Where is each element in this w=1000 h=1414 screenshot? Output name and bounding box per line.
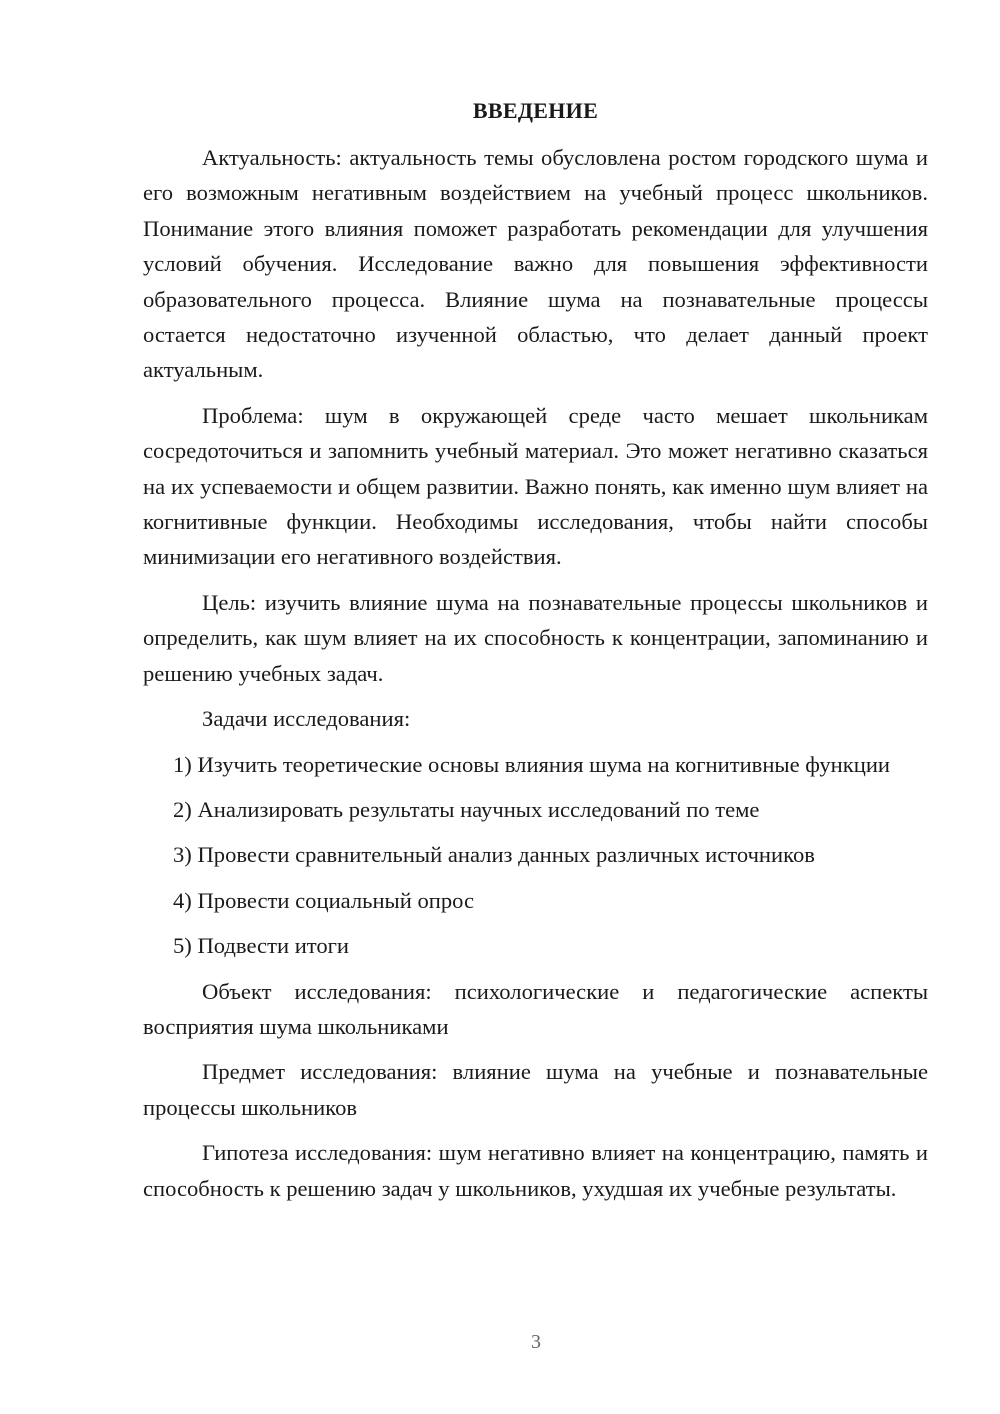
page-number: 3 [531,1331,541,1353]
hypothesis-paragraph: Гипотеза исследования: шум негативно влияет на концентрацию, память и способность к решению задач у школьников, ухудшая их учебные результаты. [143,1140,928,1201]
relevance-paragraph: Актуальность: актуальность темы обусловлена ростом городского шума и его возможным негативным воздействием на учебный процесс школьников. Понимание этого влияния поможет разработать рекомендации для улучшения условий обучения. Исследование важно для повышения эффективности образовательного процесса. Влияние шума на познавательные процессы остается недостаточно изученной областью, что делает данный проект актуальным. [143,145,928,383]
list-item: 2) Анализировать результаты научных исследований по теме [173,796,760,822]
list-item: 5) Подвести итоги [173,933,350,959]
section-title: ВВЕДЕНИЕ [472,98,599,123]
object-paragraph: Объект исследования: психологические и педагогические аспекты восприятия шума школьниками [143,978,928,1039]
list-item: 1) Изучить теоретические основы влияния шума на когнитивные функции [173,751,891,777]
tasks-heading: Задачи исследования: [202,706,411,732]
problem-paragraph: Проблема: шум в окружающей среде часто мешает школьникам сосредоточиться и запомнить учебный материал. Это может негативно сказаться на их успеваемости и общем развитии. Важно понять, как именно шум влияет на когнитивные функции. Необходимы исследования, чтобы найти способы минимизации его негативного воздействия. [143,402,928,570]
document-page [143,94,928,1216]
goal-paragraph: Цель: изучить влияние шума на познавательные процессы школьников и определить, как шум влияет на их способность к концентрации, запоминанию и решению учебных задач. [143,589,928,686]
list-item: 4) Провести социальный опрос [173,887,475,913]
tasks-list [143,747,928,964]
list-item: 3) Провести сравнительный анализ данных различных источников [173,842,815,868]
subject-paragraph: Предмет исследования: влияние шума на учебные и познавательные процессы школьников [143,1059,928,1120]
